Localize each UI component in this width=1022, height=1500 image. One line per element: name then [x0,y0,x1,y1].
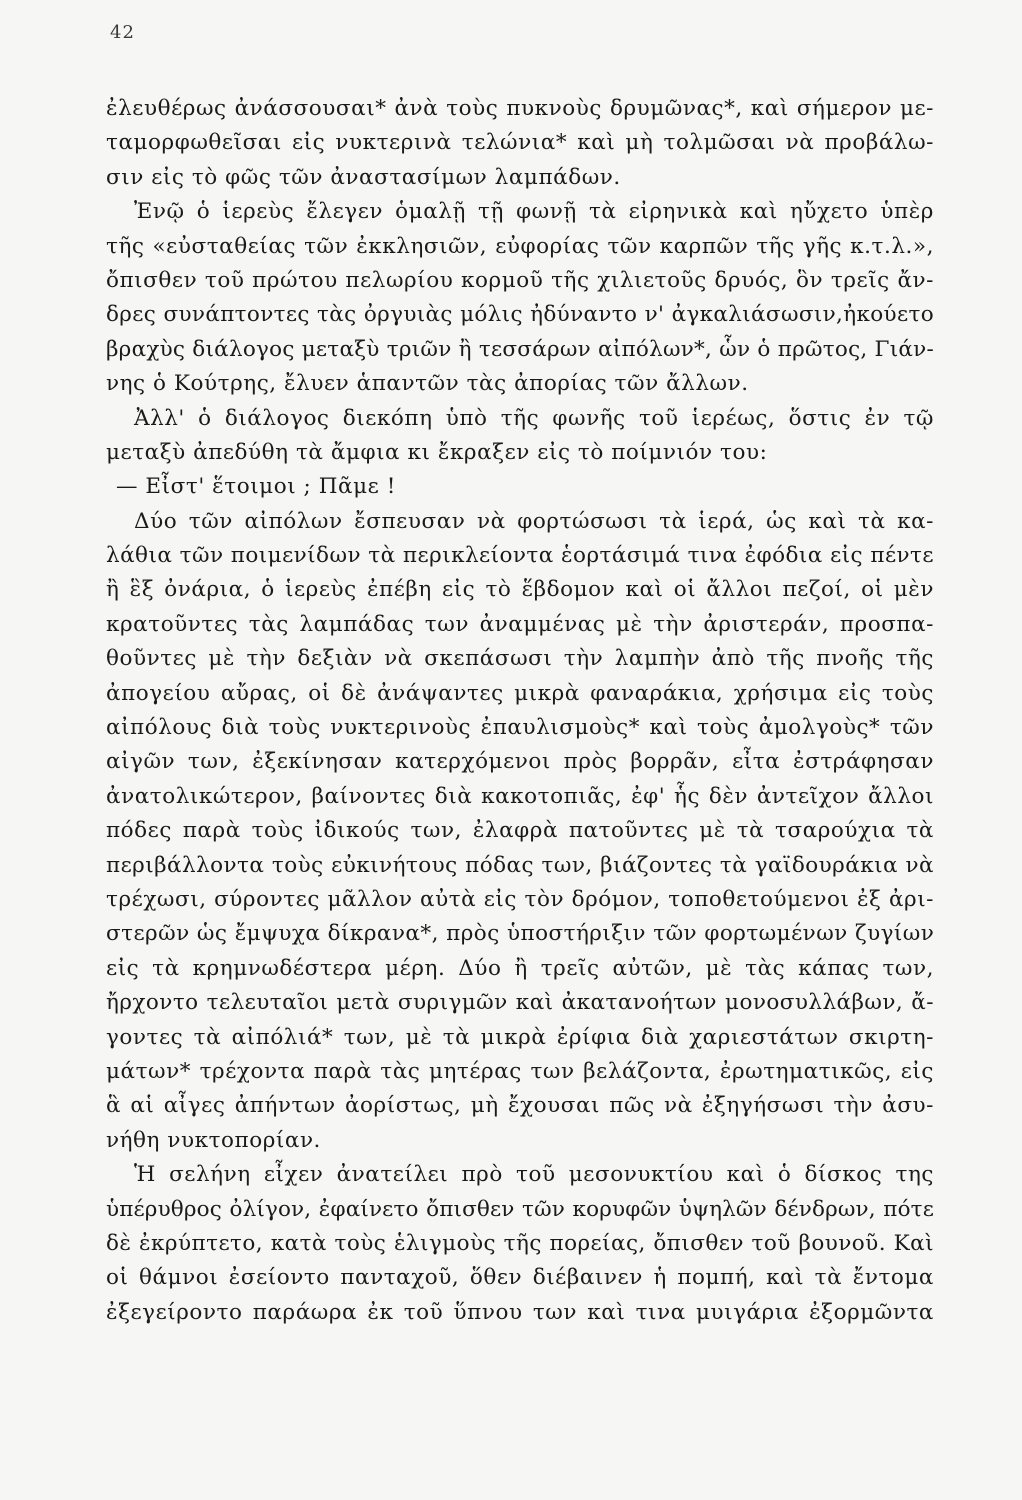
text-line: ταμορφωθεῖσαι εἰς νυκτερινὰ τελώνια* καὶ μὴ τολμῶσαι νὰ προβάλω- [106,130,934,156]
text-line: ἤρχοντο τελευταῖοι μετὰ συριγμῶν καὶ ἀκατανοήτων μονοσυλλάβων, ἄ- [106,990,934,1016]
text-line: αἰγῶν των, ἐξεκίνησαν κατερχόμενοι πρὸς βορρᾶν, εἶτα ἐστράφησαν [106,749,934,775]
text-line: ἢ ἓξ ὀνάρια, ὁ ἱερεὺς ἐπέβη εἰς τὸ ἕβδομον καὶ οἱ ἄλλοι πεζοί, οἱ μὲν [106,577,934,603]
text-line: ἀνατολικώτερον, βαίνοντες διὰ κακοτοπιᾶς, ἐφ' ἧς δὲν ἀντεῖχον ἄλλοι [106,783,934,809]
text-line: εἰς τὰ κρημνωδέστερα μέρη. Δύο ἢ τρεῖς αὐτῶν, μὲ τὰς κάπας των, [106,955,934,981]
text-line: δρες συνάπτοντες τὰς ὀργυιὰς μόλις ἠδύναντο ν' ἀγκαλιάσωσιν,ἠκούετο [106,302,934,328]
text-line: κρατοῦντες τὰς λαμπάδας των ἀναμμένας μὲ τὴν ἀριστεράν, προσπα- [106,611,934,637]
text-line: ἐλευθέρως ἀνάσσουσαι* ἀνὰ τοὺς πυκνοὺς δρυμῶνας*, καὶ σήμερον με- [106,96,934,121]
text-line: τρέχωσι, σύροντες μᾶλλον αὐτὰ εἰς τὸν δρόμον, τοποθετούμενοι ἐξ ἀρι- [106,886,934,912]
text-line: βραχὺς διάλογος μεταξὺ τριῶν ἢ τεσσάρων αἰπόλων*, ὧν ὁ πρῶτος, Γιάν- [106,336,934,362]
text-line: περιβάλλοντα τοὺς εὐκινήτους πόδας των, βιάζοντες τὰ γαϊδουράκια νὰ [106,852,934,878]
text-line: τῆς «εὐσταθείας τῶν ἐκκλησιῶν, εὐφορίας τῶν καρπῶν τῆς γῆς κ.τ.λ.», [106,233,934,259]
page-number: 42 [110,22,135,43]
text-line: Δύο τῶν αἰπόλων ἔσπευσαν νὰ φορτώσωσι τὰ ἱερά, ὡς καὶ τὰ κα- [134,508,934,534]
text-line: γοντες τὰ αἰπόλιά* των, μὲ τὰ μικρὰ ἐρίφια διὰ χαριεστάτων σκιρτη- [106,1024,934,1050]
text-line: — Εἶστ' ἕτοιμοι ; Πᾶμε ! [116,474,396,500]
text-line: μάτων* τρέχοντα παρὰ τὰς μητέρας των βελάζοντα, ἐρωτηματικῶς, εἰς [106,1058,934,1084]
text-line: μεταξὺ ἀπεδύθη τὰ ἄμφια κι ἔκραξεν εἰς τὸ ποίμνιόν του: [106,439,768,465]
text-line: ὄπισθεν τοῦ πρώτου πελωρίου κορμοῦ τῆς χιλιετοῦς δρυός, ὃν τρεῖς ἄν- [106,267,934,293]
text-line: αἰπόλους διὰ τοὺς νυκτερινοὺς ἐπαυλισμοὺς* καὶ τοὺς ἀμολγοὺς* τῶν [106,715,934,741]
text-line: Ἐνῷ ὁ ἱερεὺς ἔλεγεν ὁμαλῇ τῇ φωνῇ τὰ εἰρηνικὰ καὶ ηὔχετο ὑπὲρ [134,199,934,225]
text-line: δὲ ἐκρύπτετο, κατὰ τοὺς ἑλιγμοὺς τῆς πορείας, ὄπισθεν τοῦ βουνοῦ. Καὶ [106,1230,934,1256]
text-line: ἃ αἱ αἶγες ἀπήντων ἀορίστως, μὴ ἔχουσαι πῶς νὰ ἐξηγήσωσι τὴν ἀσυ- [106,1093,934,1119]
text-line: πόδες παρὰ τοὺς ἰδικούς των, ἐλαφρὰ πατοῦντες μὲ τὰ τσαρούχια τὰ [106,818,934,844]
text-line: ὑπέρυθρος ὀλίγον, ἐφαίνετο ὄπισθεν τῶν κορυφῶν ὑψηλῶν δένδρων, πότε [106,1196,934,1222]
text-line: θοῦντες μὲ τὴν δεξιὰν νὰ σκεπάσωσι τὴν λαμπὴν ἀπὸ τῆς πνοῆς τῆς [106,646,934,672]
text-line: νης ὁ Κούτρης, ἔλυεν ἁπαντῶν τὰς ἀπορίας τῶν ἄλλων. [106,371,749,397]
text-line: νήθη νυκτοπορίαν. [106,1127,321,1153]
text-line: Ἡ σελήνη εἶχεν ἀνατείλει πρὸ τοῦ μεσονυκτίου καὶ ὁ δίσκος της [134,1162,934,1188]
text-line: Ἀλλ' ὁ διάλογος διεκόπη ὑπὸ τῆς φωνῆς τοῦ ἱερέως, ὅστις ἐν τῷ [134,405,934,431]
text-line: στερῶν ὡς ἔμψυχα δίκρανα*, πρὸς ὑποστήριξιν τῶν φορτωμένων ζυγίων [106,921,935,947]
text-line: οἱ θάμνοι ἐσείοντο πανταχοῦ, ὅθεν διέβαινεν ἡ πομπή, καὶ τὰ ἔντομα [106,1265,934,1291]
text-line: λάθια τῶν ποιμενίδων τὰ περικλείοντα ἑορτάσιμά τινα ἐφόδια εἰς πέντε [106,543,934,569]
text-line: ἐξεγείροντο παράωρα ἐκ τοῦ ὕπνου των καὶ τινα μυιγάρια ἐξορμῶντα [106,1299,934,1325]
text-line: σιν εἰς τὸ φῶς τῶν ἀναστασίμων λαμπάδων. [106,164,621,190]
body-text [106,92,934,1330]
text-line: ἀπογείου αὔρας, οἱ δὲ ἀνάψαντες μικρὰ φαναράκια, χρήσιμα εἰς τοὺς [106,680,934,706]
